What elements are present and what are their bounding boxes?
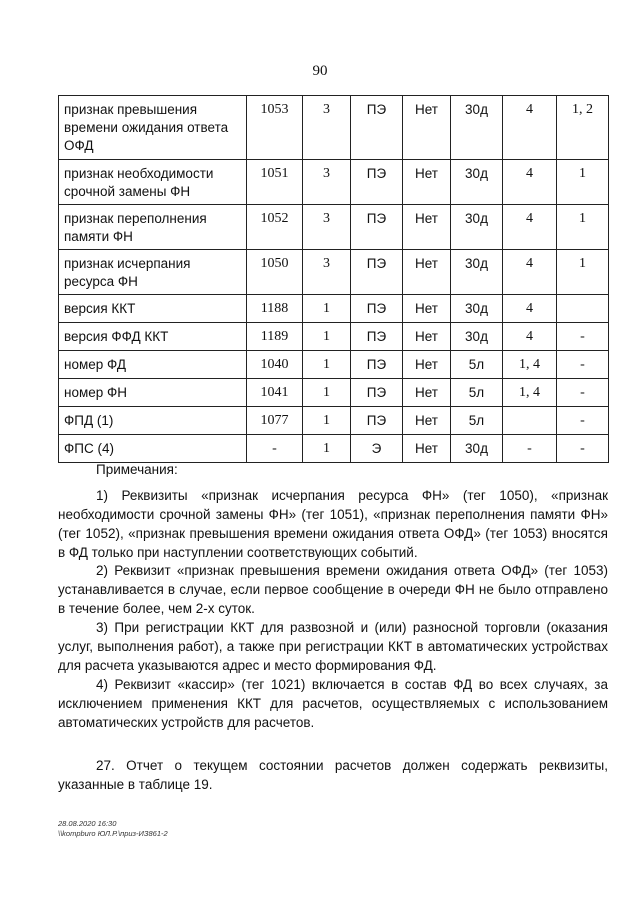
cell-flag: Нет [403, 351, 451, 379]
cell-period: 30д [451, 295, 503, 323]
note-4: 4) Реквизит «кассир» (тег 1021) включается в состав ФД во всех случаях, за исключением применения ККТ для расчетов, осуществляемых с использованием автоматических устройств для расчетов. [58, 677, 608, 730]
notes-heading: Примечания: [96, 462, 178, 477]
cell-col8: - [557, 435, 609, 463]
cell-count: 1 [303, 295, 351, 323]
cell-period: 30д [451, 435, 503, 463]
cell-col8: - [557, 351, 609, 379]
cell-form: ПЭ [351, 351, 403, 379]
cell-tag-number: 1052 [247, 205, 303, 250]
cell-form: ПЭ [351, 323, 403, 351]
cell-tag-number: 1053 [247, 96, 303, 160]
cell-period: 30д [451, 205, 503, 250]
cell-count: 1 [303, 351, 351, 379]
table-row [59, 295, 609, 323]
section-27: 27. Отчет о текущем состоянии расчетов должен содержать реквизиты, указанные в таблице 19. [58, 758, 608, 792]
cell-col7: 4 [503, 160, 557, 205]
cell-requisite-name: ФПС (4) [59, 435, 247, 463]
cell-col7: 4 [503, 250, 557, 295]
cell-form: ПЭ [351, 407, 403, 435]
cell-col8: 1 [557, 205, 609, 250]
cell-tag-number: 1077 [247, 407, 303, 435]
cell-flag: Нет [403, 435, 451, 463]
cell-col7: 4 [503, 323, 557, 351]
cell-tag-number: 1040 [247, 351, 303, 379]
cell-flag: Нет [403, 295, 451, 323]
cell-requisite-name: признак переполнения памяти ФН [59, 205, 247, 250]
cell-col8: - [557, 379, 609, 407]
cell-form: ПЭ [351, 295, 403, 323]
cell-tag-number: 1050 [247, 250, 303, 295]
cell-col7: 4 [503, 96, 557, 160]
cell-col7: - [503, 435, 557, 463]
table-row [59, 351, 609, 379]
table-row [59, 379, 609, 407]
cell-form: ПЭ [351, 250, 403, 295]
table-row [59, 160, 609, 205]
page-number: 90 [312, 63, 328, 79]
cell-form: ПЭ [351, 160, 403, 205]
cell-tag-number: 1041 [247, 379, 303, 407]
cell-count: 1 [303, 407, 351, 435]
table-row [59, 323, 609, 351]
cell-requisite-name: признак исчерпания ресурса ФН [59, 250, 247, 295]
cell-requisite-name: версия ККТ [59, 295, 247, 323]
note-2: 2) Реквизит «признак превышения времени ожидания ответа ОФД» (тег 1053) устанавливается в случае, если первое сообщение в очереди ФН не было отправлено в течение более, чем 2-х суток. [58, 563, 608, 616]
cell-flag: Нет [403, 96, 451, 160]
cell-tag-number: 1188 [247, 295, 303, 323]
cell-requisite-name: версия ФФД ККТ [59, 323, 247, 351]
cell-col8 [557, 295, 609, 323]
cell-tag-number: - [247, 435, 303, 463]
cell-col8: 1, 2 [557, 96, 609, 160]
cell-count: 3 [303, 96, 351, 160]
cell-period: 5л [451, 351, 503, 379]
table-row [59, 407, 609, 435]
cell-requisite-name: номер ФН [59, 379, 247, 407]
cell-flag: Нет [403, 407, 451, 435]
cell-flag: Нет [403, 379, 451, 407]
cell-period: 5л [451, 407, 503, 435]
footer-stamp [58, 819, 168, 839]
cell-tag-number: 1051 [247, 160, 303, 205]
cell-col7: 1, 4 [503, 379, 557, 407]
cell-col7 [503, 407, 557, 435]
footer-path: \\kompburo ЮЛ.Р.\приз-ИЗ861-2 [58, 829, 168, 838]
cell-form: ПЭ [351, 96, 403, 160]
cell-col8: 1 [557, 250, 609, 295]
table-row [59, 250, 609, 295]
cell-count: 3 [303, 160, 351, 205]
cell-count: 1 [303, 435, 351, 463]
note-1: 1) Реквизиты «признак исчерпания ресурса ФН» (тег 1050), «признак необходимости срочной замены ФН» (тег 1051), «признак переполнения памяти ФН» (тег 1052), «признак превышения времени ожидания ответа ОФД» (тег 1053) вносятся в ФД только при наступлении соответствующих событий. [58, 488, 608, 560]
cell-col8: - [557, 323, 609, 351]
cell-form: Э [351, 435, 403, 463]
cell-col8: 1 [557, 160, 609, 205]
cell-period: 30д [451, 323, 503, 351]
cell-requisite-name: ФПД (1) [59, 407, 247, 435]
cell-flag: Нет [403, 323, 451, 351]
cell-count: 3 [303, 205, 351, 250]
cell-col7: 1, 4 [503, 351, 557, 379]
cell-flag: Нет [403, 250, 451, 295]
cell-period: 5л [451, 379, 503, 407]
cell-flag: Нет [403, 160, 451, 205]
cell-period: 30д [451, 250, 503, 295]
cell-period: 30д [451, 160, 503, 205]
cell-col7: 4 [503, 205, 557, 250]
table-row [59, 435, 609, 463]
requisites-table [58, 95, 609, 463]
cell-tag-number: 1189 [247, 323, 303, 351]
cell-flag: Нет [403, 205, 451, 250]
cell-count: 3 [303, 250, 351, 295]
cell-requisite-name: номер ФД [59, 351, 247, 379]
cell-col7: 4 [503, 295, 557, 323]
cell-count: 1 [303, 323, 351, 351]
cell-requisite-name: признак превышения времени ожидания ответа ОФД [59, 96, 247, 160]
table-row [59, 205, 609, 250]
footer-date: 28.08.2020 16:30 [58, 819, 117, 828]
note-3: 3) При регистрации ККТ для развозной и (или) разносной торговли (оказания услуг, выполнения работ), а также при регистрации ККТ в автоматических устройствах для расчета указываются адрес и место формирования ФД. [58, 620, 608, 673]
cell-requisite-name: признак необходимости срочной замены ФН [59, 160, 247, 205]
cell-form: ПЭ [351, 205, 403, 250]
cell-count: 1 [303, 379, 351, 407]
cell-col8: - [557, 407, 609, 435]
cell-form: ПЭ [351, 379, 403, 407]
cell-period: 30д [451, 96, 503, 160]
table-row [59, 96, 609, 160]
